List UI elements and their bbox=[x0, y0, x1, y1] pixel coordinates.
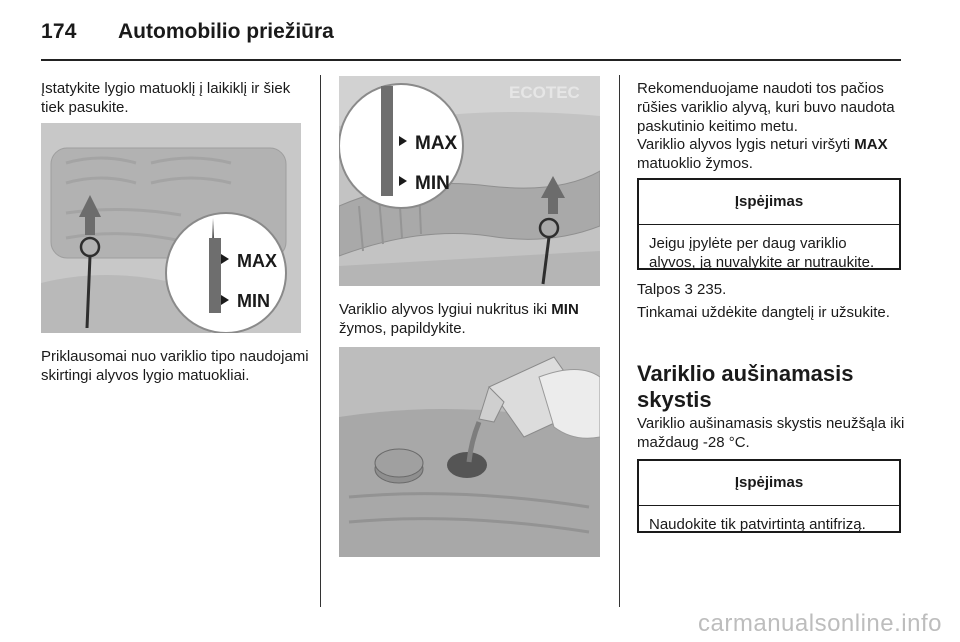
page-number: 174 bbox=[41, 20, 77, 43]
col3-paragraph-2-post: matuoklio žymos. bbox=[637, 155, 753, 172]
oil-fill-figure bbox=[339, 347, 600, 557]
col3-paragraph-2 bbox=[637, 135, 907, 173]
warning-box-1 bbox=[637, 178, 901, 270]
warning-box-1-title: Įspėjimas bbox=[639, 180, 899, 225]
col2-paragraph-post: žymos, papildykite. bbox=[339, 320, 466, 337]
col3-paragraph-1: Rekomenduojame naudoti tos pačios rūšies variklio alyvą, kuri buvo naudota paskutinio keitimo metu. bbox=[637, 80, 895, 135]
capacity-reference bbox=[637, 280, 907, 299]
section-heading-coolant: Variklio aušinamasis skystis bbox=[637, 361, 854, 412]
dipstick-figure-2 bbox=[339, 76, 600, 286]
col3-paragraph-2-bold: MAX bbox=[854, 136, 888, 153]
col3-paragraph-2-pre: Variklio alyvos lygis neturi viršyti bbox=[637, 136, 855, 153]
warning-box-1-text: Jeigu įpylėte per daug variklio alyvos, ją nuvalykite ar nutraukite. bbox=[649, 235, 875, 271]
warning-box-2-title: Įspėjimas bbox=[639, 461, 899, 506]
col3-paragraph-4: Variklio aušinamasis skystis neužšąla iki maždaug -28 °C. bbox=[637, 415, 905, 451]
col1-paragraph-2: Priklausomai nuo variklio tipo naudojami skirtingi alyvos lygio matuokliai. bbox=[41, 348, 309, 384]
column-divider-2 bbox=[619, 75, 620, 607]
fig2-max-label: MAX bbox=[415, 133, 458, 154]
fig1-max-label: MAX bbox=[237, 251, 277, 271]
col2-paragraph-pre: Variklio alyvos lygiui nukritus iki bbox=[339, 301, 552, 318]
col1-paragraph-1: Įstatykite lygio matuoklį į laikiklį ir šiek tiek pasukite. bbox=[41, 80, 291, 116]
fig1-min-label: MIN bbox=[237, 291, 270, 311]
fig2-min-label: MIN bbox=[415, 173, 450, 194]
reference-arrow-icon: 3 bbox=[684, 281, 693, 298]
page-title: Automobilio priežiūra bbox=[118, 20, 334, 43]
col2-paragraph bbox=[339, 300, 604, 338]
header-rule bbox=[41, 59, 901, 61]
col3-paragraph-3: Tinkamai uždėkite dangtelį ir užsukite. bbox=[637, 304, 890, 321]
column-divider-1 bbox=[320, 75, 321, 607]
warning-box-2 bbox=[637, 459, 901, 533]
capacity-reference-pre: Talpos bbox=[637, 281, 685, 298]
warning-box-2-text: Naudokite tik patvirtintą antifrizą. bbox=[649, 516, 866, 533]
capacity-reference-page[interactable]: 235. bbox=[692, 281, 727, 298]
watermark: carmanualsonline.info bbox=[698, 610, 942, 637]
dipstick-figure-1 bbox=[41, 123, 301, 333]
fig2-brand-text: ECOTEC bbox=[509, 83, 580, 102]
col2-paragraph-bold: MIN bbox=[551, 301, 579, 318]
